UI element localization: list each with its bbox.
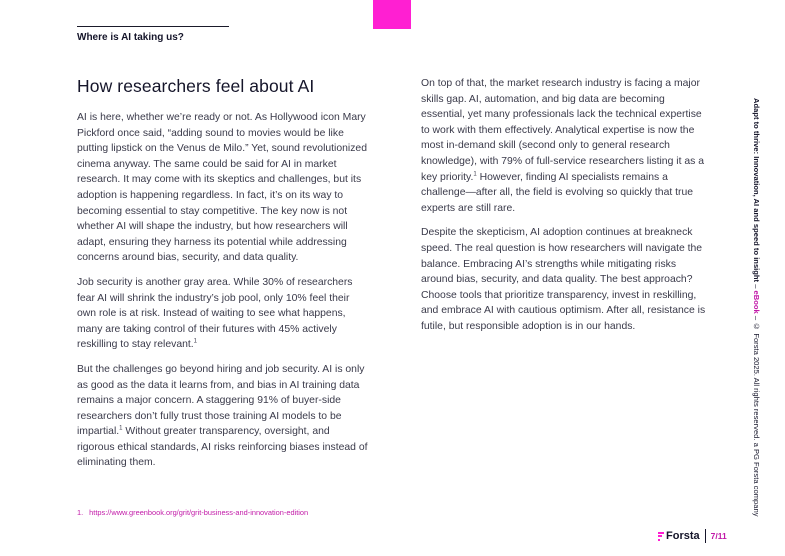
footnote-ref[interactable]: 1 <box>193 338 197 345</box>
side-copyright: © Forsta 2025. All rights reserved. a PG Forsta company <box>752 322 761 517</box>
header-rule <box>77 26 229 27</box>
paragraph-challenges: But the challenges go beyond hiring and job security. AI is only as good as the data it learns from, and bias in AI training data remains a major concern. A staggering 91% of buyer-side researchers don’t fully trust those training AI models to be impartial.$^1$ Without greater transparency, oversight, and rigorous ethical standards, AI risks reinforcing biases instead of eliminating them. <box>77 363 368 469</box>
paragraph-skills-gap: On top of that, the market research industry is facing a major skills gap. AI, automation, and big data are becoming essential, yet many professionals lack the technical expertise to work with them effectively. Analytical expertise is now the most in-demand skill (second only to general research knowledge), with 79% of full-service researchers listing it as a key priority.$^1$ However, finding AI specialists remains a challenge—after all, the field is evolving so quickly that true experts are still rare. <box>421 78 704 214</box>
forsta-logo <box>658 530 700 542</box>
paragraph-intro: AI is here, whether we’re ready or not. As Hollywood icon Mary Pickford once said, “adding sound to movies would be like putting lipstick on the Venus de Milo.” Yet, sound revolutionized cinema anyway. The same could be said for AI in market research. It may come with its skeptics and challenges, but its adoption is happening regardless. In fact, it’s on its way to becoming essential to stay competitive. The key now is not whether AI will shape the industry, but how researchers will adapt, ensuring they harness its potential while addressing concerns around bias, security, and data quality. <box>77 112 367 264</box>
section-label: Where is AI taking us? <box>77 32 184 43</box>
footnote-ref[interactable]: 1 <box>473 171 477 178</box>
forsta-logo-icon <box>658 532 664 541</box>
paragraph-adoption: Despite the skepticism, AI adoption continues at breakneck speed. The real question is how researchers will navigate the balance. Embracing AI’s strengths while mitigating risks around bias, security, and data quality. The best approach? Choose tools that prioritize transparency, invest in reskilling, and embrace AI with cautious optimism. After all, resistance is futile, but responsible adoption is in our hands. <box>421 227 706 332</box>
page-footer <box>658 529 727 543</box>
page-number: 7/11 <box>710 531 727 541</box>
logo-text: Forsta <box>666 530 700 542</box>
side-doc-type: eBook <box>752 290 761 314</box>
paragraph-job-security: Job security is another gray area. While 30% of researchers fear AI will shrink the industry’s job pool, only 10% feel their own role is at risk. Instead of waiting to see what happens, many are taking control of their futures with 45% actively reskilling to stay relevant.$^1$ <box>77 276 353 351</box>
footnote-link[interactable]: https://www.greenbook.org/grit/grit-business-and-innovation-edition <box>89 508 309 517</box>
side-running-title: Adapt to thrive: Innovation, AI and speed to insight – eBook – © Forsta 2025. All rights reserved. a PG Forsta company <box>752 98 761 517</box>
footnote <box>77 508 308 517</box>
left-column <box>77 110 369 480</box>
page-heading: How researchers feel about AI <box>77 76 315 96</box>
footer-divider <box>705 529 706 543</box>
footnote-number: 1. <box>77 508 84 517</box>
accent-tab <box>373 0 411 29</box>
footnote-ref[interactable]: 1 <box>119 425 123 432</box>
side-title: Adapt to thrive: Innovation, AI and speed to insight <box>752 98 761 283</box>
right-column <box>421 76 711 344</box>
